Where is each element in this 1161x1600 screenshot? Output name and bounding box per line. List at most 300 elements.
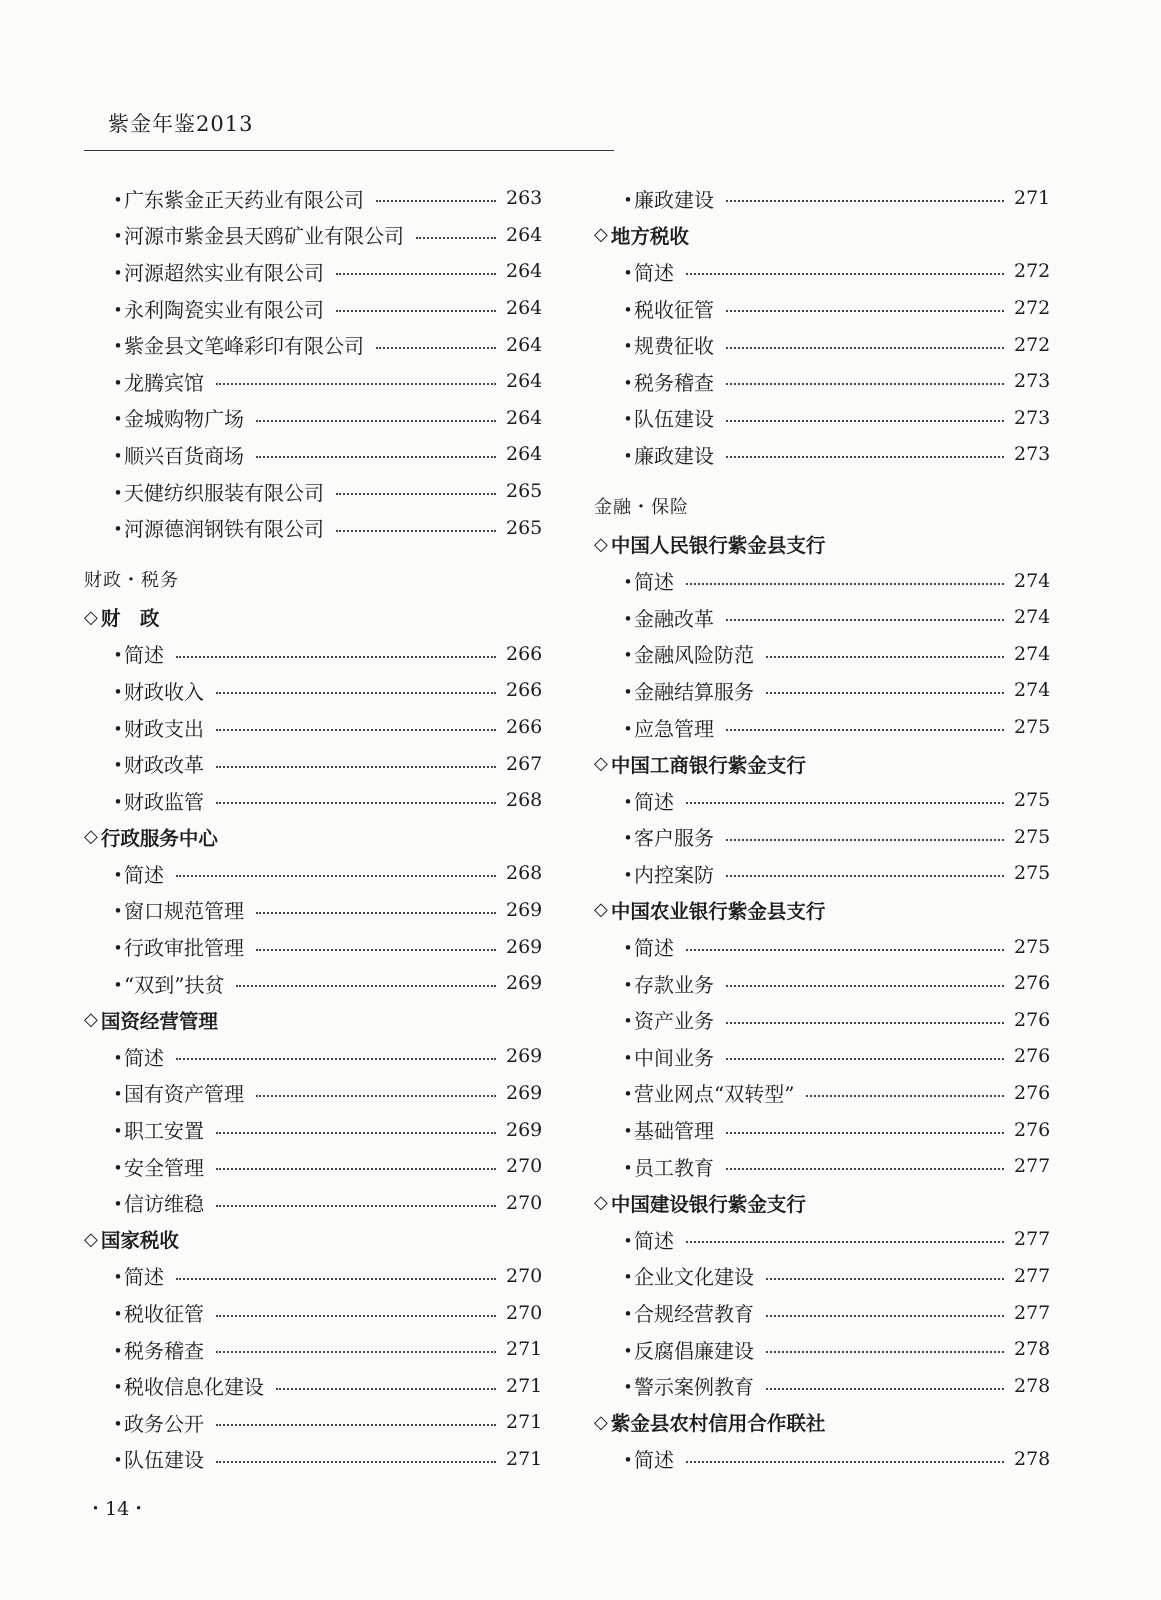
toc-entry[interactable] bbox=[84, 1441, 543, 1478]
page-header: 紫金年鉴2013 bbox=[108, 112, 254, 136]
dot-leader bbox=[726, 200, 1004, 202]
toc-entry[interactable] bbox=[84, 1038, 543, 1075]
dot-leader bbox=[766, 1278, 1004, 1280]
bullet-icon: ・ bbox=[108, 334, 128, 359]
bullet-icon: ・ bbox=[108, 297, 128, 322]
section-heading bbox=[84, 1221, 540, 1258]
bullet-icon: ・ bbox=[108, 862, 128, 887]
entry-title: 队伍建设 bbox=[124, 1448, 204, 1473]
toc-entry[interactable] bbox=[594, 1221, 1051, 1258]
toc-entry[interactable] bbox=[84, 965, 543, 1002]
entry-page-number: 276 bbox=[1014, 1008, 1051, 1031]
toc-entry[interactable] bbox=[84, 672, 543, 709]
entry-title: 队伍建设 bbox=[634, 407, 714, 432]
entry-title: 财政收入 bbox=[124, 679, 204, 704]
bullet-icon: ・ bbox=[108, 899, 128, 924]
bullet-icon: ・ bbox=[618, 643, 638, 668]
dot-leader bbox=[726, 839, 1004, 841]
diamond-icon: ◇ bbox=[84, 826, 98, 848]
toc-entry[interactable] bbox=[84, 1404, 543, 1441]
bullet-icon: ・ bbox=[618, 826, 638, 851]
toc-entry[interactable] bbox=[84, 1148, 543, 1185]
entry-page-number: 264 bbox=[506, 297, 543, 320]
toc-entry[interactable] bbox=[84, 180, 543, 217]
toc-entry[interactable] bbox=[84, 855, 543, 892]
dot-leader bbox=[236, 985, 496, 987]
entry-title: 廉政建设 bbox=[634, 443, 714, 468]
entry-page-number: 263 bbox=[506, 187, 543, 210]
dot-leader bbox=[176, 1278, 496, 1280]
toc-entry[interactable] bbox=[84, 1184, 543, 1221]
entry-page-number: 277 bbox=[1014, 1155, 1051, 1178]
entry-page-number: 276 bbox=[1014, 1081, 1051, 1104]
bullet-icon: ・ bbox=[108, 517, 128, 542]
entry-page-number: 274 bbox=[1014, 606, 1051, 629]
entry-title: 广东紫金正天药业有限公司 bbox=[124, 187, 364, 212]
dot-leader bbox=[416, 237, 496, 239]
entry-page-number: 264 bbox=[506, 406, 543, 429]
dot-leader bbox=[726, 619, 1004, 621]
entry-title: 简述 bbox=[634, 260, 674, 285]
bullet-icon: ・ bbox=[618, 936, 638, 961]
entry-page-number: 267 bbox=[506, 752, 543, 775]
toc-entry[interactable] bbox=[84, 290, 543, 327]
toc-entry[interactable] bbox=[594, 326, 1051, 363]
entry-page-number: 273 bbox=[1014, 406, 1051, 429]
entry-title: 税收征管 bbox=[634, 297, 714, 322]
entry-title: 简述 bbox=[124, 862, 164, 887]
bullet-icon: ・ bbox=[108, 643, 128, 668]
toc-entry[interactable] bbox=[84, 1294, 543, 1331]
toc-entry[interactable] bbox=[594, 562, 1051, 599]
entry-page-number: 270 bbox=[506, 1264, 543, 1287]
section-heading bbox=[594, 1404, 1048, 1441]
toc-entry[interactable] bbox=[594, 400, 1051, 437]
dot-leader bbox=[726, 1132, 1004, 1134]
toc-entry[interactable] bbox=[594, 180, 1051, 217]
bullet-icon: ・ bbox=[618, 1045, 638, 1070]
toc-entry[interactable] bbox=[594, 363, 1051, 400]
bullet-icon: ・ bbox=[108, 370, 128, 395]
toc-right-column bbox=[594, 180, 1051, 1477]
entry-title: 永利陶瓷实业有限公司 bbox=[124, 297, 324, 322]
toc-entry[interactable] bbox=[84, 217, 543, 254]
toc-entry[interactable] bbox=[594, 1111, 1051, 1148]
dot-leader bbox=[216, 1315, 496, 1317]
entry-title: 基础管理 bbox=[634, 1119, 714, 1144]
dot-leader bbox=[726, 729, 1004, 731]
entry-page-number: 275 bbox=[1014, 716, 1051, 739]
toc-entry[interactable] bbox=[84, 709, 543, 746]
toc-entry[interactable] bbox=[594, 928, 1051, 965]
dot-leader bbox=[376, 347, 496, 349]
bullet-icon: ・ bbox=[108, 1155, 128, 1180]
bullet-icon: ・ bbox=[108, 1192, 128, 1217]
dot-leader bbox=[336, 310, 496, 312]
dot-leader bbox=[336, 493, 496, 495]
entry-page-number: 278 bbox=[1014, 1338, 1051, 1361]
toc-entry[interactable] bbox=[84, 326, 543, 363]
bullet-icon: ・ bbox=[618, 1119, 638, 1144]
bullet-icon: ・ bbox=[108, 716, 128, 741]
bullet-icon: ・ bbox=[108, 936, 128, 961]
entry-title: 职工安置 bbox=[124, 1119, 204, 1144]
entry-page-number: 275 bbox=[1014, 862, 1051, 885]
dot-leader bbox=[726, 985, 1004, 987]
dot-leader bbox=[686, 1241, 1004, 1243]
dot-leader bbox=[726, 310, 1004, 312]
entry-title: 河源超然实业有限公司 bbox=[124, 260, 324, 285]
toc-entry[interactable] bbox=[594, 436, 1051, 473]
entry-title: 金融改革 bbox=[634, 606, 714, 631]
diamond-icon: ◇ bbox=[84, 1009, 98, 1031]
bullet-icon: ・ bbox=[618, 606, 638, 631]
entry-title: 企业文化建设 bbox=[634, 1265, 754, 1290]
entry-page-number: 264 bbox=[506, 223, 543, 246]
entry-title: 税务稽查 bbox=[124, 1338, 204, 1363]
section-heading bbox=[594, 892, 1048, 929]
entry-title: 简述 bbox=[634, 1228, 674, 1253]
entry-page-number: 269 bbox=[506, 1081, 543, 1104]
bullet-icon: ・ bbox=[108, 187, 128, 212]
dot-leader bbox=[176, 875, 496, 877]
entry-title: 河源市紫金县天鸥矿业有限公司 bbox=[124, 224, 404, 249]
toc-entry[interactable] bbox=[84, 363, 543, 400]
toc-entry[interactable] bbox=[594, 1148, 1051, 1185]
dot-leader bbox=[726, 420, 1004, 422]
section-title: 中国工商银行紫金支行 bbox=[610, 753, 806, 777]
entry-page-number: 264 bbox=[506, 333, 543, 356]
entry-page-number: 271 bbox=[506, 1374, 543, 1397]
entry-title: 客户服务 bbox=[634, 826, 714, 851]
header-rule bbox=[84, 150, 614, 151]
toc-entry[interactable] bbox=[594, 1258, 1051, 1295]
bullet-icon: ・ bbox=[618, 1338, 638, 1363]
entry-title: 内控案防 bbox=[634, 862, 714, 887]
dot-leader bbox=[686, 583, 1004, 585]
toc-entry[interactable] bbox=[594, 1038, 1051, 1075]
section-title: 中国农业银行紫金县支行 bbox=[610, 899, 826, 923]
entry-page-number: 276 bbox=[1014, 1118, 1051, 1141]
bullet-icon: ・ bbox=[108, 1338, 128, 1363]
toc-entry[interactable] bbox=[84, 1331, 543, 1368]
toc-left-column bbox=[84, 180, 543, 1477]
toc-entry[interactable] bbox=[594, 782, 1051, 819]
entry-title: 紫金县文笔峰彩印有限公司 bbox=[124, 334, 364, 359]
dot-leader bbox=[256, 1095, 496, 1097]
entry-page-number: 265 bbox=[506, 516, 543, 539]
entry-title: 龙腾宾馆 bbox=[124, 370, 204, 395]
entry-title: 简述 bbox=[634, 789, 674, 814]
entry-title: 简述 bbox=[634, 936, 674, 961]
dot-leader bbox=[766, 692, 1004, 694]
dot-leader bbox=[686, 1461, 1004, 1463]
entry-title: 员工教育 bbox=[634, 1155, 714, 1180]
dot-leader bbox=[216, 1351, 496, 1353]
section-title: 国资经营管理 bbox=[100, 1009, 218, 1033]
bullet-icon: ・ bbox=[618, 1155, 638, 1180]
entry-page-number: 264 bbox=[506, 370, 543, 393]
toc-entry[interactable] bbox=[594, 290, 1051, 327]
entry-title: 税收征管 bbox=[124, 1302, 204, 1327]
page-number: ・14・ bbox=[86, 1498, 149, 1520]
section-title: 中国人民银行紫金县支行 bbox=[610, 534, 826, 558]
bullet-icon: ・ bbox=[108, 1265, 128, 1290]
entry-page-number: 266 bbox=[506, 679, 543, 702]
entry-title: 财政监管 bbox=[124, 789, 204, 814]
entry-page-number: 274 bbox=[1014, 642, 1051, 665]
bullet-icon: ・ bbox=[618, 407, 638, 432]
toc-entry[interactable] bbox=[84, 636, 543, 673]
bullet-icon: ・ bbox=[108, 480, 128, 505]
entry-title: 简述 bbox=[124, 1045, 164, 1070]
toc-entry[interactable] bbox=[594, 253, 1051, 290]
section-title: 地方税收 bbox=[610, 224, 689, 248]
dot-leader bbox=[766, 656, 1004, 658]
dot-leader bbox=[336, 273, 496, 275]
entry-page-number: 275 bbox=[1014, 935, 1051, 958]
entry-page-number: 264 bbox=[506, 443, 543, 466]
dot-leader bbox=[216, 692, 496, 694]
entry-title: 资产业务 bbox=[634, 1009, 714, 1034]
diamond-icon: ◇ bbox=[594, 533, 608, 555]
toc-entry[interactable] bbox=[84, 1075, 543, 1112]
bullet-icon: ・ bbox=[108, 1411, 128, 1436]
bullet-icon: ・ bbox=[618, 1228, 638, 1253]
entry-title: 中间业务 bbox=[634, 1045, 714, 1070]
bullet-icon: ・ bbox=[618, 570, 638, 595]
diamond-icon: ◇ bbox=[84, 1228, 98, 1250]
toc-entry[interactable] bbox=[84, 1258, 543, 1295]
toc-entry[interactable] bbox=[594, 636, 1051, 673]
entry-page-number: 270 bbox=[506, 1301, 543, 1324]
section-heading bbox=[594, 745, 1048, 782]
entry-page-number: 271 bbox=[1014, 187, 1051, 210]
bullet-icon: ・ bbox=[108, 1045, 128, 1070]
entry-page-number: 268 bbox=[506, 862, 543, 885]
section-heading bbox=[594, 1184, 1048, 1221]
toc-entry[interactable] bbox=[84, 1367, 543, 1404]
bullet-icon: ・ bbox=[618, 187, 638, 212]
category-heading: 金融・保险 bbox=[594, 496, 689, 518]
toc-entry[interactable] bbox=[84, 745, 543, 782]
dot-leader bbox=[216, 383, 496, 385]
dot-leader bbox=[216, 766, 496, 768]
dot-leader bbox=[726, 1058, 1004, 1060]
toc-entry[interactable] bbox=[84, 782, 543, 819]
bullet-icon: ・ bbox=[618, 1375, 638, 1400]
dot-leader bbox=[216, 1461, 496, 1463]
entry-page-number: 272 bbox=[1014, 333, 1051, 356]
bullet-icon: ・ bbox=[108, 679, 128, 704]
entry-title: 合规经营教育 bbox=[634, 1302, 754, 1327]
bullet-icon: ・ bbox=[618, 334, 638, 359]
toc-entry[interactable] bbox=[594, 1294, 1051, 1331]
section-title: 国家税收 bbox=[100, 1229, 179, 1253]
toc-entry[interactable] bbox=[594, 709, 1051, 746]
diamond-icon: ◇ bbox=[594, 899, 608, 921]
bullet-icon: ・ bbox=[618, 443, 638, 468]
entry-page-number: 274 bbox=[1014, 569, 1051, 592]
entry-title: 金城购物广场 bbox=[124, 407, 244, 432]
entry-page-number: 269 bbox=[506, 898, 543, 921]
entry-title: 财政支出 bbox=[124, 716, 204, 741]
dot-leader bbox=[176, 1058, 496, 1060]
entry-title: 顺兴百货商场 bbox=[124, 443, 244, 468]
entry-page-number: 265 bbox=[506, 480, 543, 503]
entry-page-number: 273 bbox=[1014, 443, 1051, 466]
entry-title: 警示案例教育 bbox=[634, 1375, 754, 1400]
toc-entry[interactable] bbox=[84, 509, 543, 546]
dot-leader bbox=[216, 802, 496, 804]
toc-entry[interactable] bbox=[594, 855, 1051, 892]
entry-title: 政务公开 bbox=[124, 1411, 204, 1436]
toc-entry[interactable] bbox=[594, 965, 1051, 1002]
entry-title: 规费征收 bbox=[634, 334, 714, 359]
entry-title: “双到”扶贫 bbox=[124, 972, 225, 997]
toc-entry[interactable] bbox=[84, 1111, 543, 1148]
dot-leader bbox=[216, 1132, 496, 1134]
section-title: 紫金县农村信用合作联社 bbox=[610, 1412, 826, 1436]
entry-page-number: 275 bbox=[1014, 789, 1051, 812]
entry-page-number: 272 bbox=[1014, 260, 1051, 283]
entry-title: 安全管理 bbox=[124, 1155, 204, 1180]
section-heading bbox=[84, 599, 540, 636]
toc-entry[interactable] bbox=[594, 599, 1051, 636]
bullet-icon: ・ bbox=[618, 789, 638, 814]
entry-page-number: 271 bbox=[506, 1338, 543, 1361]
entry-title: 国有资产管理 bbox=[124, 1082, 244, 1107]
dot-leader bbox=[726, 1168, 1004, 1170]
entry-page-number: 266 bbox=[506, 642, 543, 665]
dot-leader bbox=[726, 1022, 1004, 1024]
entry-page-number: 276 bbox=[1014, 972, 1051, 995]
entry-page-number: 274 bbox=[1014, 679, 1051, 702]
bullet-icon: ・ bbox=[108, 1375, 128, 1400]
bullet-icon: ・ bbox=[618, 1009, 638, 1034]
entry-page-number: 272 bbox=[1014, 297, 1051, 320]
toc-entry[interactable] bbox=[594, 1367, 1051, 1404]
dot-leader bbox=[726, 383, 1004, 385]
entry-page-number: 277 bbox=[1014, 1264, 1051, 1287]
toc-entry[interactable] bbox=[84, 928, 543, 965]
diamond-icon: ◇ bbox=[594, 753, 608, 775]
dot-leader bbox=[256, 456, 496, 458]
toc-entry[interactable] bbox=[594, 1331, 1051, 1368]
entry-title: 金融风险防范 bbox=[634, 643, 754, 668]
entry-page-number: 275 bbox=[1014, 825, 1051, 848]
entry-title: 税收信息化建设 bbox=[124, 1375, 264, 1400]
bullet-icon: ・ bbox=[618, 862, 638, 887]
entry-title: 营业网点“双转型” bbox=[634, 1082, 795, 1107]
entry-page-number: 278 bbox=[1014, 1374, 1051, 1397]
dot-leader bbox=[726, 875, 1004, 877]
entry-page-number: 269 bbox=[506, 972, 543, 995]
dot-leader bbox=[216, 1205, 496, 1207]
dot-leader bbox=[766, 1388, 1004, 1390]
entry-page-number: 269 bbox=[506, 1118, 543, 1141]
entry-page-number: 269 bbox=[506, 1045, 543, 1068]
bullet-icon: ・ bbox=[618, 679, 638, 704]
entry-title: 窗口规范管理 bbox=[124, 899, 244, 924]
bullet-icon: ・ bbox=[618, 716, 638, 741]
section-heading bbox=[594, 526, 1048, 563]
dot-leader bbox=[276, 1388, 496, 1390]
category-heading: 财政・税务 bbox=[84, 569, 179, 591]
toc-entry[interactable] bbox=[84, 400, 543, 437]
section-title: 中国建设银行紫金支行 bbox=[610, 1192, 806, 1216]
toc-entry[interactable] bbox=[84, 436, 543, 473]
bullet-icon: ・ bbox=[618, 1448, 638, 1473]
entry-title: 应急管理 bbox=[634, 716, 714, 741]
bullet-icon: ・ bbox=[618, 1265, 638, 1290]
entry-title: 金融结算服务 bbox=[634, 679, 754, 704]
diamond-icon: ◇ bbox=[594, 1411, 608, 1433]
toc-entry[interactable] bbox=[594, 1001, 1051, 1038]
bullet-icon: ・ bbox=[618, 1082, 638, 1107]
dot-leader bbox=[256, 420, 496, 422]
entry-page-number: 277 bbox=[1014, 1228, 1051, 1251]
bullet-icon: ・ bbox=[618, 370, 638, 395]
bullet-icon: ・ bbox=[618, 297, 638, 322]
diamond-icon: ◇ bbox=[84, 606, 98, 628]
bullet-icon: ・ bbox=[108, 753, 128, 778]
entry-page-number: 277 bbox=[1014, 1301, 1051, 1324]
dot-leader bbox=[766, 1351, 1004, 1353]
toc-entry[interactable] bbox=[594, 1441, 1051, 1478]
entry-page-number: 264 bbox=[506, 260, 543, 283]
dot-leader bbox=[686, 802, 1004, 804]
bullet-icon: ・ bbox=[618, 260, 638, 285]
dot-leader bbox=[376, 200, 496, 202]
dot-leader bbox=[766, 1315, 1004, 1317]
dot-leader bbox=[216, 1424, 496, 1426]
section-heading bbox=[84, 1001, 540, 1038]
toc-entry[interactable] bbox=[594, 819, 1051, 856]
dot-leader bbox=[806, 1095, 1004, 1097]
bullet-icon: ・ bbox=[618, 972, 638, 997]
dot-leader bbox=[176, 656, 496, 658]
entry-page-number: 271 bbox=[506, 1411, 543, 1434]
toc-entry[interactable] bbox=[84, 253, 543, 290]
entry-title: 简述 bbox=[634, 1448, 674, 1473]
entry-title: 信访维稳 bbox=[124, 1192, 204, 1217]
entry-page-number: 270 bbox=[506, 1155, 543, 1178]
bullet-icon: ・ bbox=[108, 443, 128, 468]
entry-title: 反腐倡廉建设 bbox=[634, 1338, 754, 1363]
diamond-icon: ◇ bbox=[594, 224, 608, 246]
entry-page-number: 276 bbox=[1014, 1045, 1051, 1068]
toc-entry[interactable] bbox=[84, 473, 543, 510]
entry-title: 财政改革 bbox=[124, 753, 204, 778]
dot-leader bbox=[726, 456, 1004, 458]
toc-entry[interactable] bbox=[594, 672, 1051, 709]
dot-leader bbox=[216, 729, 496, 731]
entry-page-number: 270 bbox=[506, 1191, 543, 1214]
dot-leader bbox=[216, 1168, 496, 1170]
toc-entry[interactable] bbox=[594, 1075, 1051, 1112]
entry-page-number: 278 bbox=[1014, 1447, 1051, 1470]
bullet-icon: ・ bbox=[108, 260, 128, 285]
bullet-icon: ・ bbox=[108, 1119, 128, 1144]
entry-title: 税务稽查 bbox=[634, 370, 714, 395]
section-title: 行政服务中心 bbox=[100, 826, 218, 850]
entry-title: 简述 bbox=[634, 570, 674, 595]
entry-title: 简述 bbox=[124, 1265, 164, 1290]
toc-entry[interactable] bbox=[84, 892, 543, 929]
bullet-icon: ・ bbox=[108, 1082, 128, 1107]
dot-leader bbox=[686, 949, 1004, 951]
